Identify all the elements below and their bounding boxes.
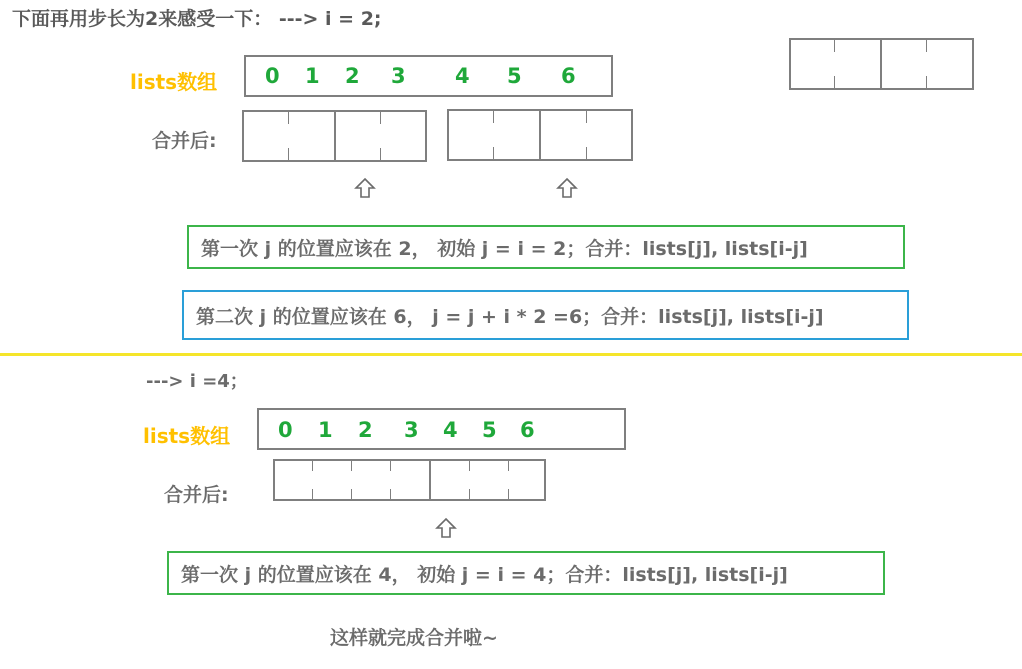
box-tick bbox=[926, 76, 927, 90]
box-divider bbox=[334, 110, 336, 162]
step-label: ---> i =4； bbox=[146, 371, 248, 392]
note-first-position bbox=[167, 551, 885, 595]
array-number: 5 bbox=[507, 64, 522, 88]
array-number: 5 bbox=[482, 418, 497, 442]
array-number: 4 bbox=[455, 64, 470, 88]
array-number: 0 bbox=[265, 64, 280, 88]
note-text: 第二次 j 的位置应该在 6， j = j + i * 2 =6；合并：lists[j], lists[i-j] bbox=[196, 305, 824, 328]
box-tick bbox=[469, 459, 470, 471]
page-title: 下面再用步长为2来感受一下： ---> i = 2; bbox=[12, 8, 382, 30]
note-first-position bbox=[187, 225, 905, 269]
box-tick bbox=[351, 489, 352, 501]
box-tick bbox=[312, 459, 313, 471]
box-tick bbox=[380, 148, 381, 162]
box-tick bbox=[390, 489, 391, 501]
box-tick bbox=[586, 147, 587, 161]
array-number: 3 bbox=[391, 64, 406, 88]
array-number: 2 bbox=[358, 418, 373, 442]
array-number: 1 bbox=[318, 418, 333, 442]
note-second-position bbox=[182, 290, 909, 340]
note-text: 第一次 j 的位置应该在 2， 初始 j = i = 2；合并：lists[j], lists[i-j] bbox=[201, 237, 808, 260]
box-tick bbox=[390, 459, 391, 471]
section-divider bbox=[0, 353, 1022, 356]
conclusion-text: 这样就完成合并啦~ bbox=[330, 627, 498, 649]
box-tick bbox=[834, 38, 835, 52]
box-tick bbox=[469, 489, 470, 501]
lists-array-box bbox=[257, 408, 626, 450]
array-number: 2 bbox=[345, 64, 360, 88]
merged-label: 合并后: bbox=[164, 484, 229, 506]
array-number: 4 bbox=[443, 418, 458, 442]
box-divider bbox=[539, 109, 541, 161]
box-tick bbox=[926, 38, 927, 52]
box-tick bbox=[834, 76, 835, 90]
merged-box bbox=[273, 459, 546, 501]
box-tick bbox=[288, 110, 289, 124]
up-arrow-icon bbox=[354, 177, 376, 199]
lists-array-label: lists数组 bbox=[143, 424, 231, 448]
box-tick bbox=[312, 489, 313, 501]
array-number: 6 bbox=[561, 64, 576, 88]
box-tick bbox=[493, 109, 494, 123]
box-tick bbox=[288, 148, 289, 162]
merged-label: 合并后: bbox=[152, 130, 217, 152]
array-number: 0 bbox=[278, 418, 293, 442]
up-arrow-icon bbox=[435, 517, 457, 539]
array-number: 1 bbox=[305, 64, 320, 88]
box-tick bbox=[508, 489, 509, 501]
array-number: 6 bbox=[520, 418, 535, 442]
lists-array-box bbox=[244, 55, 613, 97]
box-divider bbox=[880, 38, 882, 90]
box-tick bbox=[380, 110, 381, 124]
array-number: 3 bbox=[404, 418, 419, 442]
box-tick bbox=[493, 147, 494, 161]
up-arrow-icon bbox=[556, 177, 578, 199]
box-tick bbox=[586, 109, 587, 123]
box-tick bbox=[351, 459, 352, 471]
note-text: 第一次 j 的位置应该在 4， 初始 j = i = 4；合并：lists[j], lists[i-j] bbox=[181, 563, 788, 586]
lists-array-label: lists数组 bbox=[130, 70, 218, 94]
box-tick bbox=[508, 459, 509, 471]
box-divider bbox=[429, 459, 431, 501]
